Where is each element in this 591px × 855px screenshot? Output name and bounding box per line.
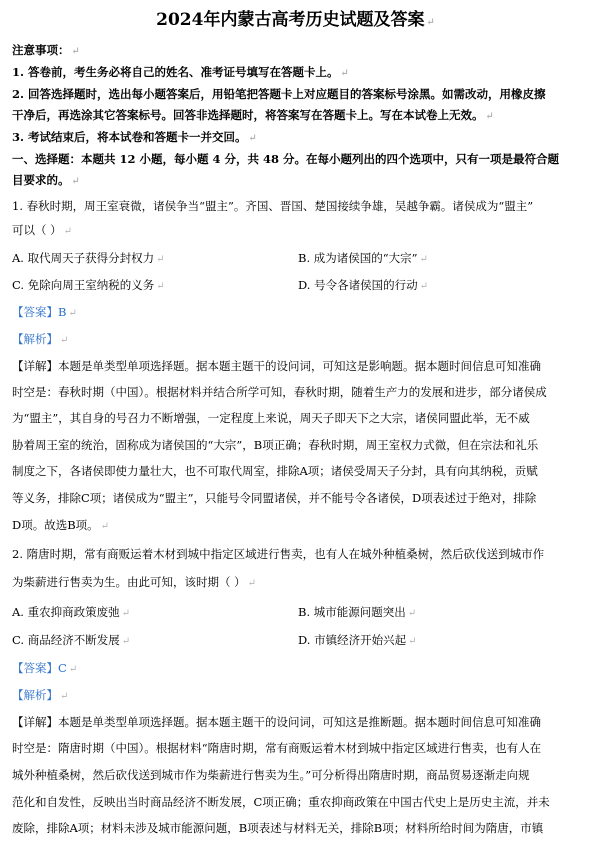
option-d: D. 市镇经济开始兴起 ↵ [298,633,417,647]
answer-label: 【答案】B ↵ [12,305,77,319]
analysis-text: 等义务，排除C项；诸侯成为“盟主”，只能号令同盟诸侯，并不能号令各诸侯，D项表述过于绝对，排除 [12,491,537,505]
note-line: 干净后，再选涂其它答案标号。回答非选择题时，将答案写在答题卡上。写在本试卷上无效。 ↵ [12,108,494,122]
analysis-text: 制度之下，各诸侯即使力量壮大，也不可取代周室，排除A项；诸侯受周天子分封，具有向其纳税，贡赋 [12,464,538,478]
analysis-text: 范化和自发性，反映出当时商品经济不断发展，C项正确；重农抑商政策在中国古代史上是历史主流，并未 [12,795,550,809]
note-line: 2. 回答选择题时，选出每小题答案后，用铅笔把答题卡上对应题目的答案标号涂黑。如需改动，用橡皮擦 [12,87,546,101]
document-title: 2024年内蒙古高考历史试题及答案 ↵ [156,10,435,30]
option-c: C. 免除向周王室纳税的义务 ↵ [12,278,165,292]
analysis-label: 【解析】 ↵ [12,688,69,702]
analysis-text: 城外种植桑树，然后砍伐送到城市作为柴薪进行售卖为生。”可分析得出隋唐时期，商品贸易逐渐走向规 [12,768,530,782]
option-a: A. 重农抑商政策废弛 ↵ [12,605,131,619]
answer-label: 【答案】C ↵ [12,661,78,675]
analysis-text: D项。故选B项。 ↵ [12,518,110,532]
option-c: C. 商品经济不断发展 ↵ [12,633,131,647]
question-stem: 2. 隋唐时期，常有商贩运着木材到城中指定区域进行售卖，也有人在城外种植桑树，然后砍伐送到城市作 [12,547,545,561]
analysis-label: 【解析】 ↵ [12,332,69,346]
option-b: B. 城市能源问题突出 ↵ [298,605,417,619]
option-b: B. 成为诸侯国的“大宗” ↵ [298,251,428,265]
question-stem: 可以（ ） ↵ [12,223,73,237]
analysis-text: 胁着周王室的统治，固称成为诸侯国的“大宗”，B项正确；春秋时期，周王室权力式微，但在宗法和礼乐 [12,438,539,452]
section-heading: 目要求的。 ↵ [12,173,80,187]
notes-heading: 注意事项： ↵ [12,43,80,57]
option-a: A. 取代周天子获得分封权力 ↵ [12,251,165,265]
question-stem: 1. 春秋时期，周王室衰微，诸侯争当“盟主”。齐国、晋国、楚国接续争雄，吴越争霸。诸侯成为“盟主” [12,199,534,213]
analysis-text: 【详解】本题是单类型单项选择题。据本题主题干的设问词，可知这是推断题。据本题时间信息可知准确 [12,715,541,729]
question-stem: 为柴薪进行售卖为生。由此可知，该时期（ ） ↵ [12,575,257,589]
option-d: D. 号令各诸侯国的行动 ↵ [298,278,429,292]
analysis-text: 时空是：隋唐时期（中国）。根据材料“隋唐时期，常有商贩运着木材到城中指定区域进行售卖，也有人在 [12,741,542,755]
note-line: 1. 答卷前，考生务必将自己的姓名、准考证号填写在答题卡上。 ↵ [12,65,349,79]
analysis-text: 废除，排除A项；材料未涉及城市能源问题，B项表述与材料无关，排除B项；材料所给时间为隋唐，市镇 [12,821,544,835]
note-line: 3. 考试结束后，将本试卷和答题卡一并交回。 ↵ [12,130,257,144]
section-heading: 一、选择题：本题共 12 小题，每小题 4 分，共 48 分。在每小题列出的四个选项中，只有一项是最符合题 [12,152,560,166]
analysis-text: 时空是：春秋时期（中国）。根据材料并结合所学可知，春秋时期，随着生产力的发展和进步，部分诸侯成 [12,385,547,399]
analysis-text: 为“盟主”，其自身的号召力不断增强，一定程度上来说，周天子即天下之大宗，诸侯同盟此举，无不威 [12,411,530,425]
analysis-text: 【详解】本题是单类型单项选择题。据本题主题干的设问词，可知这是影响题。据本题时间信息可知准确 [12,359,541,373]
